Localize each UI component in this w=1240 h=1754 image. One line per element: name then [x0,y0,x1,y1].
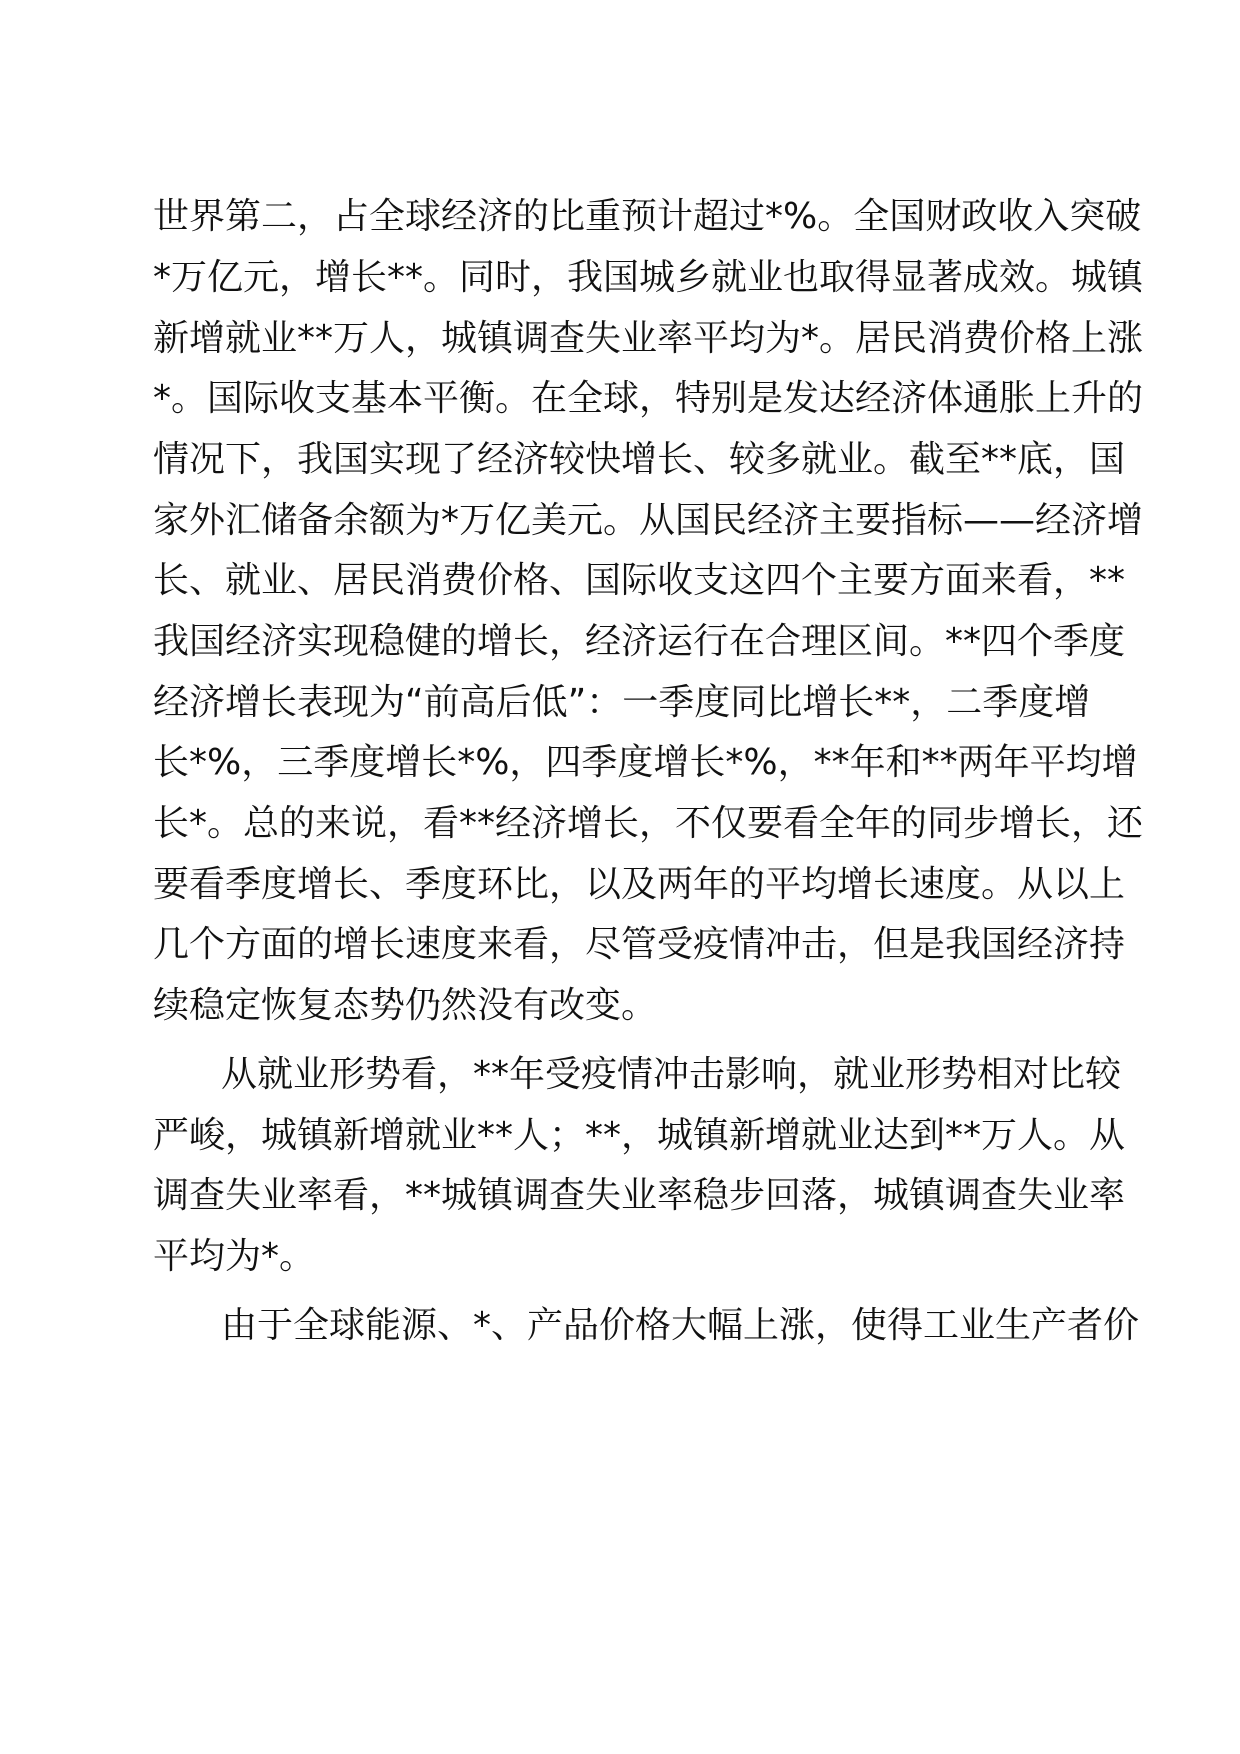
paragraph-line: 新增就业**万人，城镇调查失业率平均为*。居民消费价格上涨 [153,318,1144,359]
paragraph-line: 我国经济实现稳健的增长，经济运行在合理区间。**四个季度 [153,621,1126,662]
paragraph-line: 要看季度增长、季度环比，以及两年的平均增长速度。从以上 [153,864,1126,905]
paragraph-line: 情况下，我国实现了经济较快增长、较多就业。截至**底，国 [153,439,1126,480]
paragraph-line: 续稳定恢复态势仍然没有改变。 [153,985,658,1026]
paragraph-line: 长*%，三季度增长*%，四季度增长*%，**年和**两年平均增 [153,742,1138,783]
paragraph-line: *万亿元，增长**。同时，我国城乡就业也取得显著成效。城镇 [153,257,1144,298]
paragraph-line: 平均为*。 [153,1236,316,1277]
paragraph-line: 经济增长表现为“前高后低”：一季度同比增长**，二季度增 [153,682,1091,723]
paragraph-line: *。国际收支基本平衡。在全球，特别是发达经济体通胀上升的 [153,378,1144,419]
paragraph-line: 长*。总的来说，看**经济增长，不仅要看全年的同步增长，还 [153,803,1144,844]
paragraph-line: 家外汇储备余额为*万亿美元。从国民经济主要指标——经济增 [153,500,1144,541]
paragraph-line: 严峻，城镇新增就业**人；**，城镇新增就业达到**万人。从 [153,1115,1126,1156]
paragraph-line: 世界第二，占全球经济的比重预计超过*%。全国财政收入突破 [153,196,1142,237]
paragraph-line: 由于全球能源、*、产品价格大幅上涨，使得工业生产者价 [221,1305,1140,1346]
paragraph-line: 长、就业、居民消费价格、国际收支这四个主要方面来看，** [153,560,1126,601]
paragraph-line: 调查失业率看，**城镇调查失业率稳步回落，城镇调查失业率 [153,1175,1126,1216]
paragraph-line: 几个方面的增长速度来看，尽管受疫情冲击，但是我国经济持 [153,924,1126,965]
paragraph-line: 从就业形势看，**年受疫情冲击影响，就业形势相对比较 [221,1054,1122,1095]
